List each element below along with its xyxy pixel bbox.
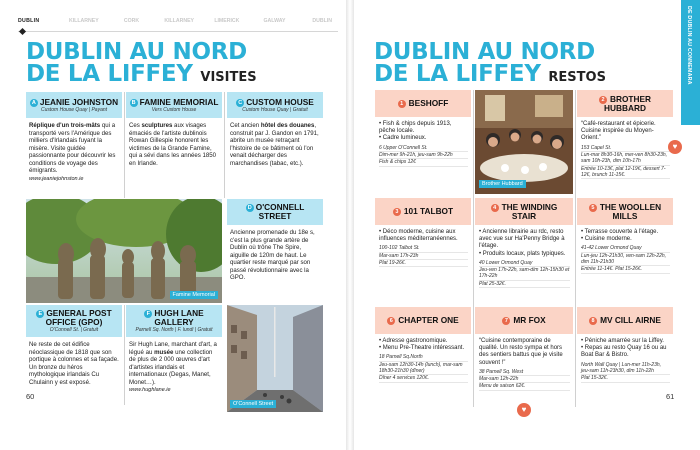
- resto-winding-stair: [475, 198, 573, 303]
- resto-bullet: • Fish & chips depuis 1913, pêche locale.: [379, 121, 452, 135]
- resto-bullet: • Adresse gastronomique.: [379, 338, 448, 344]
- divider: [473, 90, 474, 407]
- resto-number-badge: 6: [387, 317, 395, 325]
- letter-badge: B: [130, 99, 138, 107]
- resto-info: [479, 369, 570, 391]
- resto-address: 153 Capel St.: [581, 145, 670, 152]
- resto-body: [577, 225, 673, 274]
- title-line-2: DE LA LIFFEY: [374, 61, 541, 87]
- resto-hours: Lun-jeu 12h-21h30, ven-sam 12h-22h, dim 11h-21h30: [581, 253, 670, 267]
- resto-bullet-2: • Cadre lumineux.: [379, 135, 427, 142]
- resto-address: 40 Lower Ormond Quay: [479, 260, 570, 267]
- resto-name: THE WOOLLEN MILLS: [599, 201, 662, 221]
- resto-name: BESHOFF: [408, 98, 449, 108]
- resto-name: MR FOX: [513, 315, 546, 325]
- letter-badge: C: [236, 99, 244, 107]
- card-famine-memorial: [126, 92, 222, 198]
- nav-item-limerick[interactable]: LIMERICK: [214, 18, 240, 24]
- resto-bullet-2: • Menu Pre-Theatre intéressant.: [379, 345, 465, 352]
- resto-name: 101 TALBOT: [403, 206, 454, 216]
- card-body: Ancienne promenade du 18e s, c'est la plus grande artère de Dublin où trône The Spire, aiguille de 120m de haut. Le quartier reste marqué par son passé révolutionnaire avec la GPO.: [230, 229, 315, 281]
- card-text: Ces: [129, 122, 142, 129]
- resto-body: [375, 117, 471, 167]
- resto-name: BROTHER HUBBARD: [604, 93, 652, 113]
- resto-price: Plat 25-32€.: [479, 281, 570, 288]
- title-sub: RESTOS: [548, 70, 606, 85]
- card-title: CUSTOM HOUSE: [246, 96, 314, 107]
- book-gutter: [346, 0, 354, 450]
- divider: [224, 92, 225, 198]
- nav-item-dublin-2[interactable]: DUBLIN: [312, 18, 332, 24]
- divider: [575, 90, 576, 407]
- photo-caption: O'Connell Street: [230, 400, 276, 408]
- heart-icon[interactable]: ♥: [668, 140, 682, 154]
- card-body: Ne reste de cet édifice néoclassique de 1818 que son portique à colonnes et sa façade. Un bronze du héros mythologique irlandais Cu Chulainn y est exposé.: [29, 341, 119, 386]
- resto-price: Plat 15-32€.: [581, 375, 670, 382]
- resto-body: [375, 334, 471, 383]
- card-meta: Custom House Quay | Payant: [40, 106, 108, 113]
- card-text: Cet ancien: [230, 122, 261, 129]
- card-title: JEANIE JOHNSTON: [39, 96, 119, 107]
- resto-info: [581, 362, 670, 383]
- resto-bullet-2: • Produits locaux, plats typiques.: [479, 250, 566, 257]
- photo-caption: Brother Hubbard: [479, 180, 526, 188]
- resto-name: CHAPTER ONE: [398, 315, 459, 325]
- resto-header: [475, 198, 573, 225]
- resto-price: Dîner 4 services 120€.: [379, 375, 468, 382]
- card-text-2: , construit par J. Gandon en 1791, abrite un musée retraçant l'histoire de ce bâtiment où l'on venait décharger des marchandises (tabac, etc.).: [230, 122, 319, 167]
- card-meta: Parnell Sq. North | F. lundi | Gratuit: [135, 327, 213, 333]
- card-url[interactable]: www.hughlane.ie: [129, 387, 171, 393]
- resto-price: Entrée 11-14€. Plat 15-26€.: [581, 266, 670, 273]
- resto-header: [375, 198, 471, 225]
- heart-icon[interactable]: ♥: [517, 403, 531, 417]
- resto-bullet: • Ancienne librairie au rdc, resto avec vue sur Ha'Penny Bridge à l'étage.: [479, 229, 565, 250]
- resto-number-badge: 8: [589, 317, 597, 325]
- nav-item-galway[interactable]: GALWAY: [263, 18, 286, 24]
- resto-header: [577, 90, 673, 117]
- nav-item-cork[interactable]: CORK: [123, 18, 140, 24]
- nav-items: [60, 18, 346, 24]
- resto-body: [577, 117, 673, 179]
- card-header: [227, 92, 323, 118]
- resto-hours: Mar-sam 12h-22h: [479, 376, 570, 383]
- resto-hours: Lun-mar 8h30-16h, mer-ven 8h30-23h, sam 10h-23h, dim 10h-17h: [581, 152, 670, 166]
- oconnell-street-photo: [227, 305, 323, 412]
- card-title: O'CONNELL STREET: [255, 202, 305, 221]
- resto-body: [577, 334, 673, 383]
- resto-address: 41-42 Lower Ormond Quay: [581, 245, 670, 252]
- resto-number-badge: 3: [393, 208, 401, 216]
- letter-badge: D: [246, 204, 254, 212]
- resto-body: [475, 334, 573, 391]
- resto-woollen-mills: [577, 198, 673, 303]
- resto-brother-hubbard: [577, 90, 673, 194]
- resto-number-badge: 5: [589, 204, 597, 212]
- resto-chapter-one: [375, 307, 471, 407]
- card-header: [126, 305, 222, 337]
- divider: [124, 92, 125, 198]
- page-title-right: [374, 41, 674, 89]
- resto-info: [379, 145, 468, 167]
- oconnell-street-image: [227, 305, 323, 412]
- resto-number-badge: 1: [398, 100, 406, 108]
- card-bold-text: sculptures: [141, 122, 173, 129]
- section-side-tab[interactable]: [681, 0, 700, 125]
- title-line-1: DUBLIN AU NORD: [374, 39, 595, 65]
- card-url[interactable]: www.jeaniejohnston.ie: [29, 175, 84, 182]
- resto-header: [475, 307, 573, 334]
- nav-line: [18, 31, 338, 32]
- card-bold-text: Réplique d'un trois-mâts: [29, 122, 101, 129]
- restaurant-interior-image: [475, 90, 573, 194]
- resto-bullet-2: • Repas au resto Quay 16 ou au Boat Bar & Bistro.: [581, 345, 667, 359]
- title-line-1: DUBLIN AU NORD: [26, 39, 247, 65]
- card-title: HUGH LANE GALLERY: [154, 308, 204, 327]
- card-jeanie-johnston: [26, 92, 122, 198]
- resto-address: 18 Parnell Sq.North: [379, 354, 468, 361]
- resto-number-badge: 2: [599, 96, 607, 104]
- famine-memorial-photo: [26, 199, 222, 303]
- nav-item-killarney-2[interactable]: KILLARNEY: [164, 18, 195, 24]
- card-body: [126, 118, 222, 167]
- resto-header: [375, 90, 471, 117]
- resto-hours: Jeu-ven 17h-22h, sam-dim 12h-15h30 et 17h-22h: [479, 267, 570, 280]
- resto-quote: “Café-restaurant et épicerie. Cuisine inspirée du Moyen-Orient.”: [581, 121, 656, 142]
- resto-address: 38 Parnell Sq. West: [479, 369, 570, 376]
- famine-memorial-image: [26, 199, 222, 303]
- nav-item-killarney[interactable]: KILLARNEY: [68, 18, 99, 24]
- resto-price: Menu de saison 62€.: [479, 383, 570, 390]
- card-text: qui a transporté vers l'Amérique des milliers d'Irlandais fuyant la misère. Visite guidée passionnante pour découvrir les conditions de voyage des émigrants.: [29, 122, 116, 174]
- resto-info: [581, 145, 670, 179]
- resto-number-badge: 7: [502, 317, 510, 325]
- card-title: GENERAL POST OFFICE (GPO): [45, 308, 112, 327]
- card-text-2: aux visages émaciés de l'artiste dublinois Rowan Gillespie honorent les victimes de la Grande Famine, qui a sévi dans les années 1850 en Irlande.: [129, 122, 217, 167]
- resto-hours: Mar-sam 17h-23h: [379, 253, 468, 260]
- card-meta: O'Connell St. | Gratuit: [49, 327, 99, 333]
- brother-hubbard-photo: [475, 90, 573, 194]
- resto-price: Fish & chips 12€: [379, 159, 468, 166]
- resto-address: 6 Upper O'Connell St.: [379, 145, 468, 152]
- resto-info: [479, 260, 570, 288]
- side-tab-label: DE DUBLIN AU CONNEMARA: [686, 6, 692, 85]
- card-meta: Vers Custom House: [151, 106, 197, 113]
- resto-address: 100-102 Talbot St.: [379, 245, 468, 252]
- card-body: [227, 118, 323, 167]
- resto-hours: Dim-mer 9h-21h, jeu-sam 9h-22h: [379, 152, 468, 159]
- resto-price: Plat 19-26€.: [379, 260, 468, 267]
- card-text: Sir Hugh Lane, marchant d'art, a légué au: [129, 341, 217, 356]
- resto-bullet: • Péniche amarrée sur la Liffey.: [581, 338, 664, 344]
- title-line-2: DE LA LIFFEY: [26, 61, 193, 87]
- card-header: [26, 305, 122, 337]
- card-oconnell-street: [227, 199, 323, 303]
- card-bold-text: hôtel des douanes: [260, 122, 315, 129]
- resto-header: [375, 307, 471, 334]
- resto-quote: “Cuisine contemporaine de qualité. Un resto sympa et hors des sentiers battus que je visite souvent !”: [479, 338, 563, 366]
- letter-badge: E: [36, 310, 44, 318]
- resto-body: [475, 225, 573, 288]
- resto-body: [375, 225, 471, 267]
- card-body: [26, 118, 122, 183]
- letter-badge: A: [30, 99, 38, 107]
- card-body: [126, 337, 222, 395]
- card-bold-text: musée: [154, 348, 174, 356]
- resto-bullet: • Terrasse couverte à l'étage.: [581, 229, 659, 235]
- resto-mv-cill-airne: [577, 307, 673, 407]
- resto-101-talbot: [375, 198, 471, 303]
- resto-info: [379, 245, 468, 267]
- card-text-2: une collection de plus de 2 000 œuvres d'art d'artistes irlandais et internationaux (Degas, Manet, Monet…).: [129, 348, 213, 386]
- resto-header: [577, 307, 673, 334]
- card-title: FAMINE MEMORIAL: [139, 96, 219, 107]
- title-sub: VISITES: [200, 70, 257, 85]
- resto-bullet: • Déco moderne, cuisine aux influences méditerranéennes.: [379, 229, 458, 243]
- photo-caption: Famine Memorial: [170, 291, 218, 299]
- resto-price: Entrée 10-13€, plat 12-19€, dessert 7-12€, brunch 11-15€.: [581, 166, 670, 180]
- resto-bullet-2: • Cuisine moderne.: [581, 236, 632, 243]
- letter-badge: F: [144, 310, 152, 318]
- resto-info: [379, 354, 468, 382]
- card-custom-house: [227, 92, 323, 198]
- resto-beshoff: [375, 90, 471, 194]
- card-header: [126, 92, 222, 118]
- page-title: [26, 41, 326, 89]
- divider: [124, 305, 125, 405]
- resto-info: [581, 245, 670, 273]
- nav-item-dublin[interactable]: DUBLIN: [18, 18, 40, 24]
- resto-hours: Jeu-sam 12h30-14h (lunch), mar-sam 18h30-21h30 (dîner): [379, 362, 468, 376]
- resto-address-hours: North Wall Quay | Lun-mer 11h-23h, jeu-sam 11h-23h30, dim 11h-22h: [581, 362, 670, 376]
- resto-number-badge: 4: [491, 204, 499, 212]
- page-number-right: 61: [666, 392, 675, 401]
- resto-mr-fox: [475, 307, 573, 407]
- resto-header: [577, 198, 673, 225]
- card-general-post-office: [26, 305, 122, 405]
- card-meta: Custom House Quay | Gratuit: [242, 106, 308, 113]
- page-number-left: 60: [26, 392, 35, 401]
- card-header: [26, 92, 122, 118]
- card-header: [227, 199, 323, 225]
- card-hugh-lane-gallery: [126, 305, 222, 405]
- resto-name: THE WINDING STAIR: [501, 201, 558, 221]
- resto-name: MV CILL AIRNE: [600, 315, 661, 325]
